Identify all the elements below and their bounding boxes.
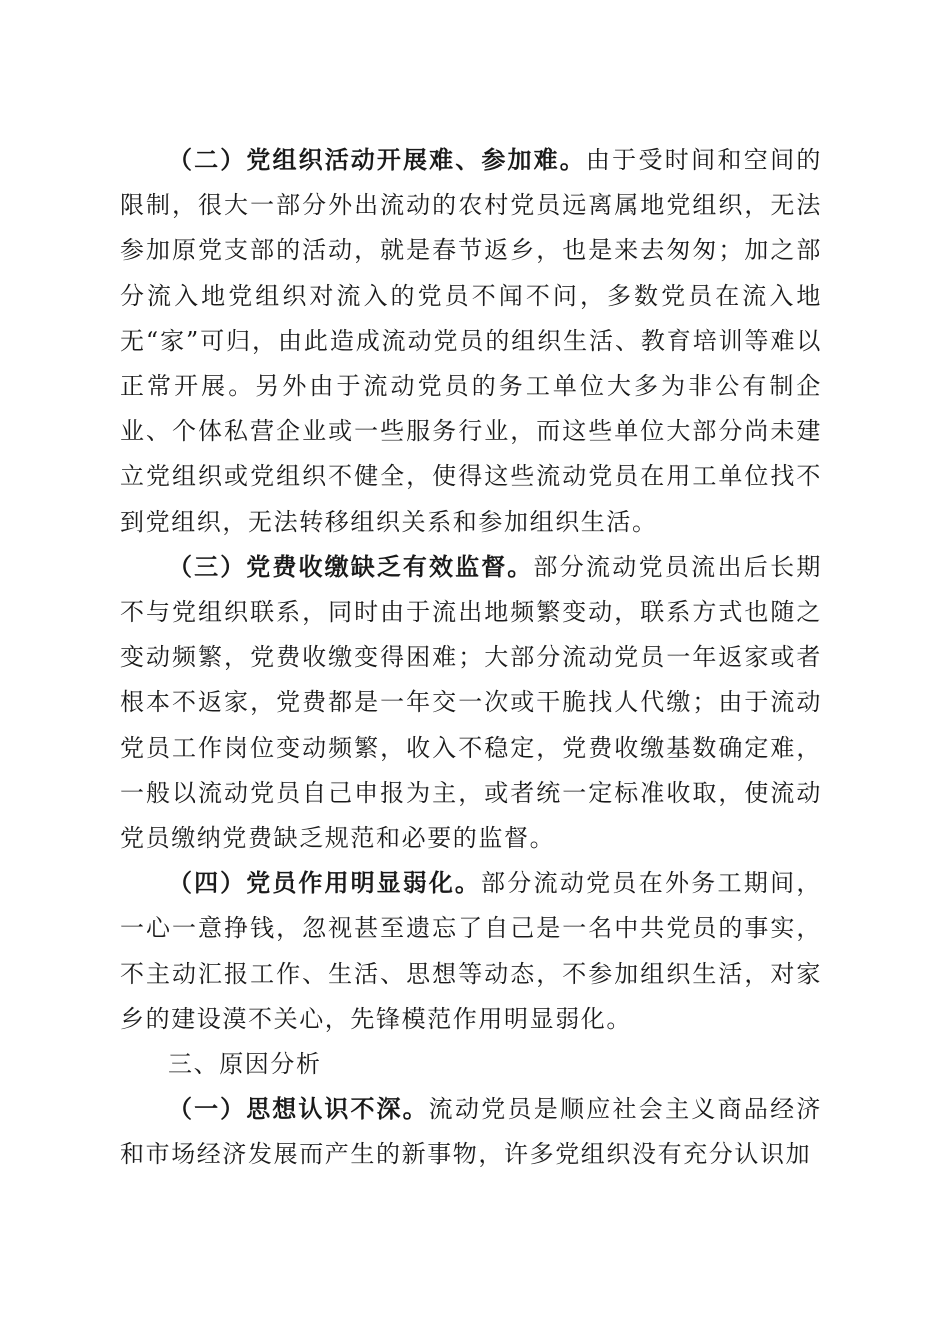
paragraph-3 [120, 545, 822, 861]
section-heading: 三、原因分析 [168, 1050, 322, 1079]
paragraph-3-body: 部分流动党员流出后长期不与党组织联系，同时由于流出地频繁变动，联系方式也随之变动频繁，党费收缴变得困难；大部分流动党员一年返家或者根本不返家，党费都是一年交一次或干脆找人代缴；由于流动党员工作岗位变动频繁，收入不稳定，党费收缴基数确定难，一般以流动党员自己申报为主，或者统一定标准收取，使流动党员缴纳党费缺乏规范和必要的监督。 [120, 552, 822, 853]
document-page [120, 138, 822, 1178]
paragraph-cause-1-body: 流动党员是顺应社会主义商品经济和市场经济发展而产生的新事物，许多党组织没有充分认识加 [120, 1095, 823, 1169]
paragraph-2-body: 由于受时间和空间的限制，很大一部分外出流动的农村党员远离属地党组织，无法参加原党支部的活动，就是春节返乡，也是来去匆匆；加之部分流入地党组织对流入的党员不闻不问，多数党员在流入地无“家”可归，由此造成流动党员的组织生活、教育培训等难以正常开展。另外由于流动党员的务工单位大多为非公有制企业、个体私营企业或一些服务行业，而这些单位大部分尚未建立党组织或党组织不健全，使得这些流动党员在用工单位找不到党组织，无法转移组织关系和参加组织生活。 [120, 146, 822, 536]
paragraph-2 [120, 138, 822, 545]
paragraph-cause-1-lead: （一）思想认识不深。 [168, 1095, 429, 1124]
paragraph-4-lead: （四）党员作用明显弱化。 [168, 869, 481, 898]
paragraph-4 [120, 861, 822, 1042]
paragraph-3-lead: （三）党费收缴缺乏有效监督。 [168, 552, 534, 581]
paragraph-2-lead: （二）党组织活动开展难、参加难。 [168, 146, 586, 174]
paragraph-4-body: 部分流动党员在外务工期间，一心一意挣钱，忽视甚至遗忘了自己是一名中共党员的事实，不主动汇报工作、生活、思想等动态，不参加组织生活，对家乡的建设漠不关心，先锋模范作用明显弱化。 [120, 869, 822, 1033]
paragraph-cause-1 [120, 1087, 822, 1177]
